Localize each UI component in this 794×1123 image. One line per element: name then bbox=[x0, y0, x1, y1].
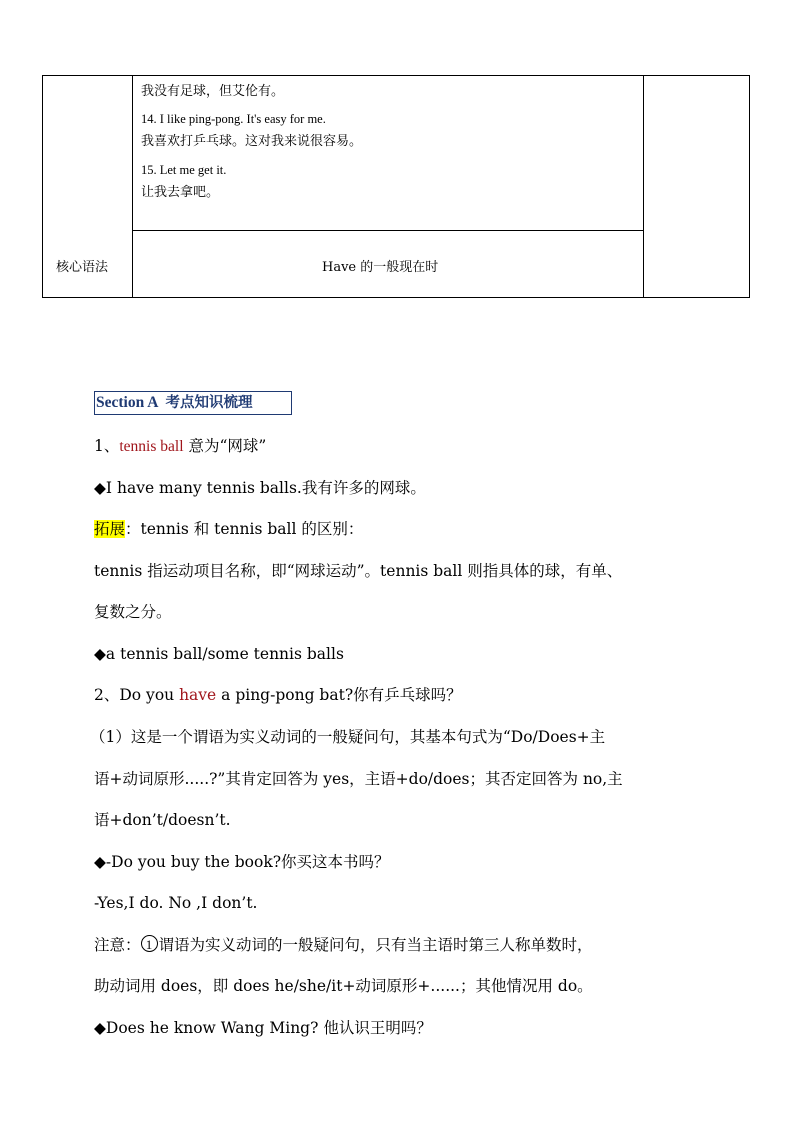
example-sentence: ◆Does he know Wang Ming? 他认识王明吗？ bbox=[94, 1019, 432, 1037]
term-meaning: 意为“网球” bbox=[183, 437, 267, 455]
extension-text: ：tennis 和 tennis ball 的区别： bbox=[125, 520, 364, 538]
section-title-en: Section A bbox=[96, 394, 158, 411]
explanation-line: 语+动词原形.....?”其肯定回答为 yes，主语+do/does；其否定回答为 no,主 bbox=[94, 770, 623, 788]
table-row: 我喜欢打乒乓球。这对我来说很容易。 bbox=[141, 134, 363, 149]
explanation-line: （1）这是一个谓语为实义动词的一般疑问句，其基本句式为“Do/Does+主 bbox=[90, 728, 606, 746]
note-line: 助动词用 does，即 does he/she/it+动词原形+......；其他情况用 do。 bbox=[94, 977, 593, 995]
explanation-line: tennis 指运动项目名称，即“网球运动”。tennis ball 则指具体的球，有单、 bbox=[94, 562, 623, 580]
explanation-line: 语+don’t/doesn’t. bbox=[94, 811, 231, 829]
example-sentence: ◆I have many tennis balls.我有许多的网球。 bbox=[94, 479, 426, 497]
note-label: 注意： bbox=[94, 936, 141, 954]
grammar-value: Have 的一般现在时 bbox=[322, 260, 439, 275]
example-answer: -Yes,I do. No ,I don’t. bbox=[94, 894, 258, 912]
item-number: 1、 bbox=[94, 437, 120, 455]
sentence-part: a ping-pong bat?你有乒乓球吗？ bbox=[216, 686, 462, 704]
example-sentence: ◆-Do you buy the book?你买这本书吗？ bbox=[94, 853, 390, 871]
circled-number: 1 bbox=[141, 935, 158, 952]
table-row: 我没有足球，但艾伦有。 bbox=[141, 84, 285, 99]
note-text: 谓语为实义动词的一般疑问句，只有当主语时第三人称单数时， bbox=[158, 936, 593, 954]
vocabulary-table bbox=[42, 75, 750, 298]
item-number: 2、 bbox=[94, 686, 120, 704]
extension-label: 拓展 bbox=[94, 520, 126, 538]
section-title-cn: 考点知识梳理 bbox=[165, 395, 253, 411]
table-row: 让我去拿吧。 bbox=[141, 185, 220, 200]
table-row: 15. Let me get it. bbox=[141, 163, 227, 177]
item-1-heading bbox=[94, 435, 266, 458]
extension-note bbox=[94, 518, 363, 540]
key-term: tennis ball bbox=[119, 438, 184, 455]
example-sentence: ◆a tennis ball/some tennis balls bbox=[94, 645, 344, 663]
item-2-heading bbox=[94, 684, 462, 706]
explanation-line: 复数之分。 bbox=[94, 603, 172, 621]
section-title bbox=[94, 391, 292, 415]
note-line bbox=[94, 934, 593, 956]
key-term: have bbox=[179, 686, 217, 704]
grammar-label: 核心语法 bbox=[56, 260, 109, 275]
table-row: 14. I like ping-pong. It's easy for me. bbox=[141, 112, 326, 126]
sentence-part: Do you bbox=[119, 686, 180, 704]
